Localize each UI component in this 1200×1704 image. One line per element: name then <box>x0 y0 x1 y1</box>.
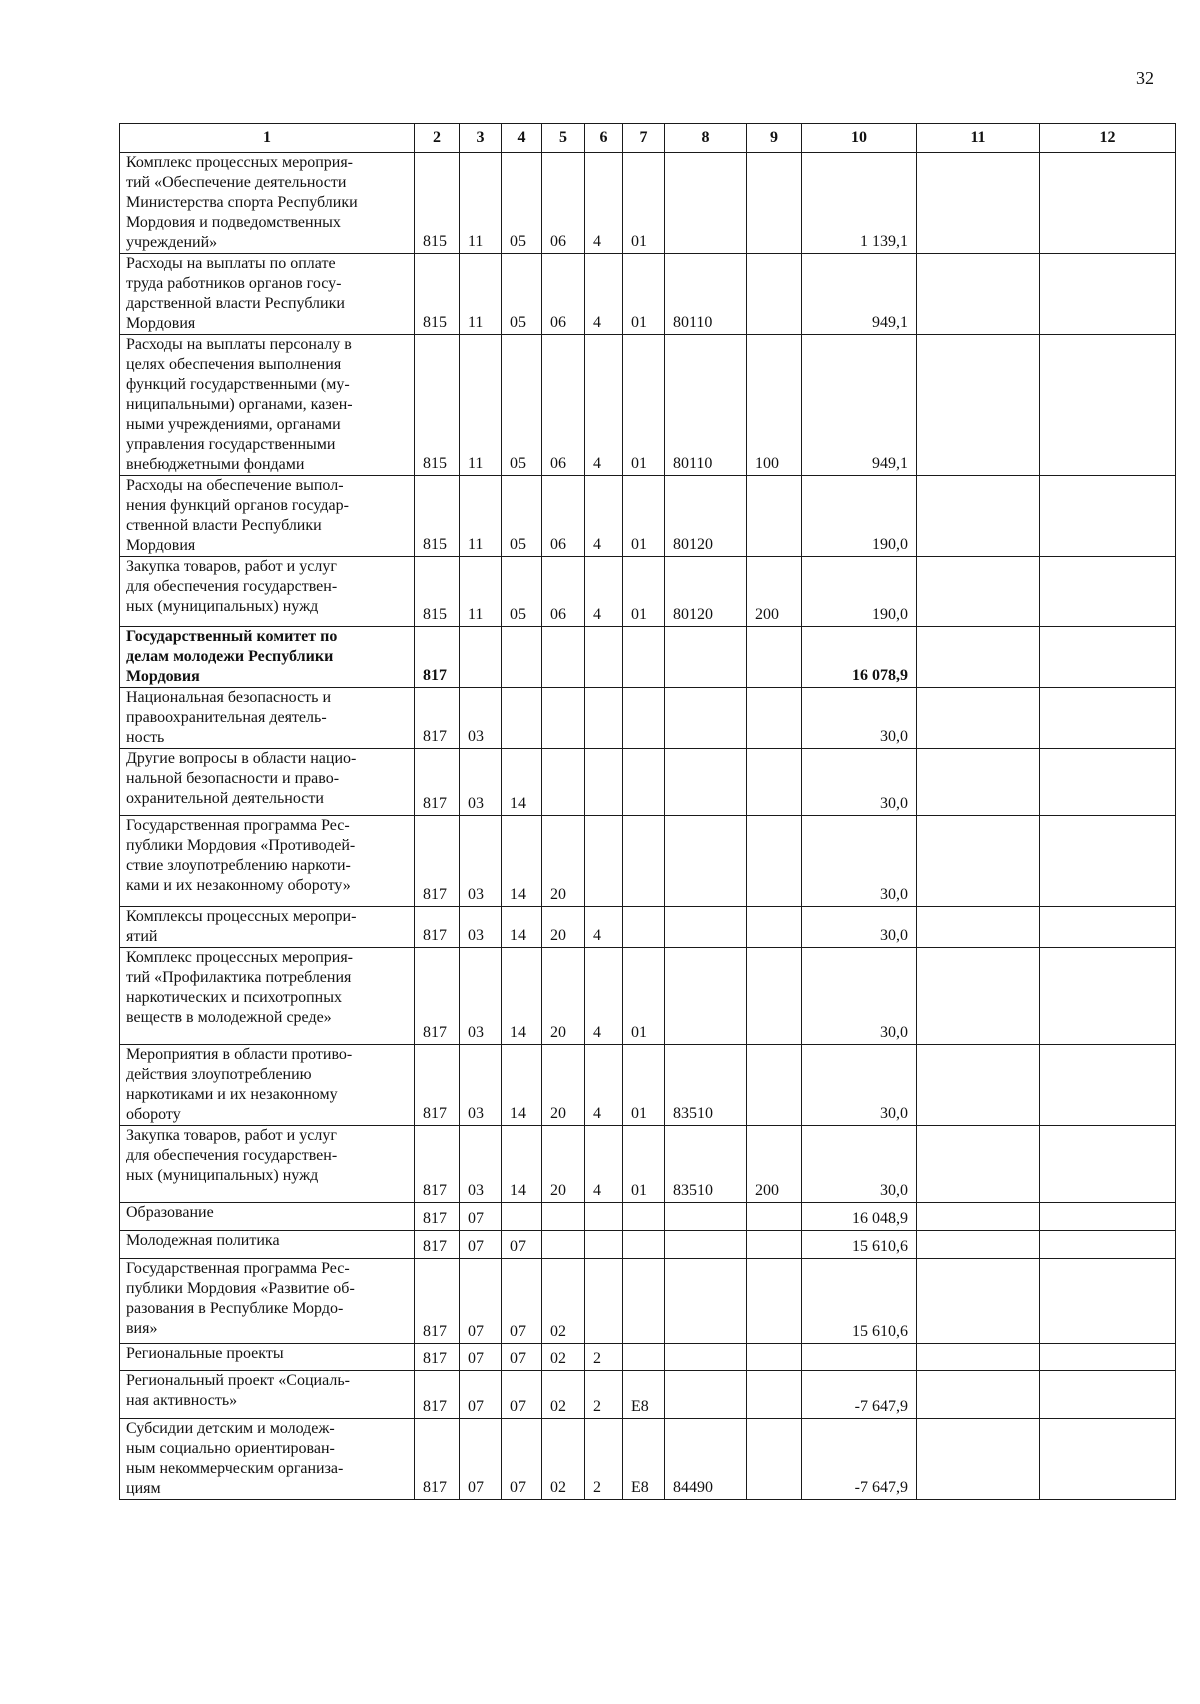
code-subsection: 14 <box>502 816 542 907</box>
item-name: Региональные проекты <box>120 1344 415 1371</box>
code-section: 03 <box>460 1045 502 1126</box>
column-11 <box>917 1259 1040 1344</box>
code-expense-type <box>747 816 802 907</box>
code-event: E8 <box>623 1371 665 1419</box>
page-number: 32 <box>1136 68 1154 88</box>
code-subsection: 14 <box>502 1045 542 1126</box>
column-12 <box>1040 948 1176 1045</box>
code-subsection: 05 <box>502 153 542 254</box>
column-12 <box>1040 688 1176 749</box>
code-event: 01 <box>623 476 665 557</box>
table-row <box>120 1203 1176 1231</box>
column-12 <box>1040 1045 1176 1126</box>
item-name: Расходы на выплаты по оплате труда работников органов госу- дарственной власти Республики Мордовия <box>120 254 415 335</box>
column-11 <box>917 1419 1040 1500</box>
item-name: Региональный проект «Социаль- ная активность» <box>120 1371 415 1419</box>
code-program: 02 <box>542 1419 585 1500</box>
amount: 30,0 <box>802 1126 917 1203</box>
code-event: 01 <box>623 557 665 627</box>
code-event: 01 <box>623 1126 665 1203</box>
code-event <box>623 627 665 688</box>
table-row <box>120 557 1176 627</box>
code-ministry: 817 <box>415 907 460 948</box>
code-direction <box>665 948 747 1045</box>
column-12 <box>1040 907 1176 948</box>
code-subprogram: 4 <box>585 153 623 254</box>
column-12 <box>1040 1371 1176 1419</box>
code-subsection: 14 <box>502 948 542 1045</box>
code-subprogram: 4 <box>585 907 623 948</box>
code-program: 06 <box>542 153 585 254</box>
code-subprogram: 4 <box>585 335 623 476</box>
code-expense-type <box>747 907 802 948</box>
code-expense-type <box>747 476 802 557</box>
code-subsection: 14 <box>502 907 542 948</box>
code-subsection <box>502 1203 542 1231</box>
amount: 949,1 <box>802 254 917 335</box>
code-section: 11 <box>460 254 502 335</box>
column-11 <box>917 627 1040 688</box>
column-header-10: 10 <box>802 124 917 153</box>
code-event <box>623 1344 665 1371</box>
item-name: Другие вопросы в области нацио- нальной безопасности и право- охранительной деятельности <box>120 749 415 816</box>
code-expense-type <box>747 948 802 1045</box>
code-ministry: 815 <box>415 335 460 476</box>
budget-table <box>119 123 1176 1500</box>
item-name: Молодежная политика <box>120 1231 415 1259</box>
code-expense-type <box>747 1259 802 1344</box>
code-subprogram: 4 <box>585 1126 623 1203</box>
code-subprogram <box>585 1231 623 1259</box>
column-11 <box>917 153 1040 254</box>
column-12 <box>1040 153 1176 254</box>
column-11 <box>917 557 1040 627</box>
code-subprogram: 2 <box>585 1344 623 1371</box>
column-11 <box>917 1231 1040 1259</box>
table-row <box>120 1231 1176 1259</box>
code-ministry: 817 <box>415 1231 460 1259</box>
code-ministry: 815 <box>415 557 460 627</box>
column-11 <box>917 948 1040 1045</box>
code-section: 03 <box>460 948 502 1045</box>
code-event: 01 <box>623 153 665 254</box>
column-11 <box>917 1203 1040 1231</box>
column-header-3: 3 <box>460 124 502 153</box>
code-subsection: 07 <box>502 1259 542 1344</box>
column-12 <box>1040 476 1176 557</box>
item-name: Государственная программа Рес- публики Мордовия «Противодей- ствие злоупотреблению наркоти- ками и их незаконному обороту» <box>120 816 415 907</box>
code-section: 11 <box>460 153 502 254</box>
code-section: 03 <box>460 907 502 948</box>
table-row <box>120 1344 1176 1371</box>
code-direction: 80110 <box>665 254 747 335</box>
table-row <box>120 627 1176 688</box>
code-ministry: 817 <box>415 816 460 907</box>
code-expense-type: 100 <box>747 335 802 476</box>
amount: 30,0 <box>802 948 917 1045</box>
code-direction <box>665 1231 747 1259</box>
column-12 <box>1040 1419 1176 1500</box>
code-ministry: 817 <box>415 1259 460 1344</box>
code-subprogram <box>585 1203 623 1231</box>
column-header-5: 5 <box>542 124 585 153</box>
item-name: Образование <box>120 1203 415 1231</box>
code-expense-type <box>747 1371 802 1419</box>
code-event: 01 <box>623 335 665 476</box>
code-direction <box>665 1259 747 1344</box>
code-event <box>623 688 665 749</box>
column-12 <box>1040 335 1176 476</box>
code-subsection: 07 <box>502 1231 542 1259</box>
code-direction <box>665 749 747 816</box>
code-event: E8 <box>623 1419 665 1500</box>
column-12 <box>1040 1259 1176 1344</box>
code-subprogram <box>585 749 623 816</box>
code-program <box>542 627 585 688</box>
code-program: 20 <box>542 948 585 1045</box>
amount: 15 610,6 <box>802 1231 917 1259</box>
code-program: 20 <box>542 816 585 907</box>
column-header-11: 11 <box>917 124 1040 153</box>
table-row <box>120 1259 1176 1344</box>
code-direction <box>665 1344 747 1371</box>
amount: -7 647,9 <box>802 1419 917 1500</box>
column-11 <box>917 1344 1040 1371</box>
table-row <box>120 948 1176 1045</box>
code-ministry: 817 <box>415 627 460 688</box>
code-section: 07 <box>460 1344 502 1371</box>
code-direction <box>665 627 747 688</box>
item-name: Национальная безопасность и правоохранительная деятель- ность <box>120 688 415 749</box>
table-row <box>120 1126 1176 1203</box>
code-direction: 83510 <box>665 1045 747 1126</box>
item-name: Комплексы процессных меропри- ятий <box>120 907 415 948</box>
amount: 30,0 <box>802 688 917 749</box>
code-direction <box>665 816 747 907</box>
code-direction: 83510 <box>665 1126 747 1203</box>
code-subprogram <box>585 688 623 749</box>
code-ministry: 817 <box>415 688 460 749</box>
code-program: 20 <box>542 1126 585 1203</box>
code-subprogram <box>585 816 623 907</box>
column-11 <box>917 907 1040 948</box>
code-subsection <box>502 688 542 749</box>
amount: 30,0 <box>802 816 917 907</box>
code-expense-type: 200 <box>747 1126 802 1203</box>
column-header-12: 12 <box>1040 124 1176 153</box>
code-event <box>623 1231 665 1259</box>
column-12 <box>1040 1231 1176 1259</box>
code-section: 07 <box>460 1371 502 1419</box>
column-11 <box>917 1045 1040 1126</box>
code-subsection: 05 <box>502 476 542 557</box>
code-section: 03 <box>460 816 502 907</box>
column-11 <box>917 688 1040 749</box>
code-ministry: 817 <box>415 1126 460 1203</box>
code-section: 03 <box>460 749 502 816</box>
table-row <box>120 476 1176 557</box>
column-11 <box>917 816 1040 907</box>
column-11 <box>917 749 1040 816</box>
code-ministry: 815 <box>415 254 460 335</box>
code-expense-type <box>747 153 802 254</box>
item-name: Государственная программа Рес- публики Мордовия «Развитие об- разования в Республике Мордо- вия» <box>120 1259 415 1344</box>
code-subprogram: 2 <box>585 1371 623 1419</box>
code-program <box>542 749 585 816</box>
amount: 30,0 <box>802 749 917 816</box>
code-event <box>623 749 665 816</box>
amount: 16 078,9 <box>802 627 917 688</box>
code-program: 06 <box>542 335 585 476</box>
column-12 <box>1040 1344 1176 1371</box>
code-program <box>542 688 585 749</box>
amount: 949,1 <box>802 335 917 476</box>
code-section: 07 <box>460 1419 502 1500</box>
code-program: 06 <box>542 476 585 557</box>
code-subprogram: 4 <box>585 476 623 557</box>
table-row <box>120 1371 1176 1419</box>
code-section: 11 <box>460 335 502 476</box>
code-ministry: 817 <box>415 1344 460 1371</box>
table-row <box>120 1045 1176 1126</box>
code-subsection <box>502 627 542 688</box>
code-subprogram: 4 <box>585 254 623 335</box>
code-event <box>623 907 665 948</box>
code-ministry: 815 <box>415 476 460 557</box>
amount: 190,0 <box>802 476 917 557</box>
amount <box>802 1344 917 1371</box>
amount: 1 139,1 <box>802 153 917 254</box>
code-section: 11 <box>460 476 502 557</box>
code-ministry: 815 <box>415 153 460 254</box>
item-name: Мероприятия в области противо- действия злоупотреблению наркотиками и их незаконному обороту <box>120 1045 415 1126</box>
table-row <box>120 688 1176 749</box>
item-name: Закупка товаров, работ и услуг для обеспечения государствен- ных (муниципальных) нужд <box>120 1126 415 1203</box>
code-direction: 80110 <box>665 335 747 476</box>
column-12 <box>1040 816 1176 907</box>
code-subprogram <box>585 1259 623 1344</box>
code-program: 06 <box>542 557 585 627</box>
code-subprogram <box>585 627 623 688</box>
code-direction <box>665 688 747 749</box>
code-ministry: 817 <box>415 1419 460 1500</box>
item-name: Расходы на обеспечение выпол- нения функций органов государ- ственной власти Республики Мордовия <box>120 476 415 557</box>
item-name: Комплекс процессных мероприя- тий «Обеспечение деятельности Министерства спорта Республики Мордовия и подведомственных учреждений» <box>120 153 415 254</box>
item-name: Расходы на выплаты персоналу в целях обеспечения выполнения функций государственными (му- ниципальными) органами, казен- ными учреждениями, органами управления государственными внебюджетными фондами <box>120 335 415 476</box>
code-section: 03 <box>460 688 502 749</box>
code-program <box>542 1203 585 1231</box>
table-header-row <box>120 124 1176 153</box>
code-expense-type <box>747 1045 802 1126</box>
amount: 16 048,9 <box>802 1203 917 1231</box>
code-program: 02 <box>542 1259 585 1344</box>
column-11 <box>917 335 1040 476</box>
code-section: 07 <box>460 1203 502 1231</box>
code-expense-type <box>747 627 802 688</box>
table-row <box>120 907 1176 948</box>
code-ministry: 817 <box>415 1045 460 1126</box>
column-header-7: 7 <box>623 124 665 153</box>
code-direction <box>665 907 747 948</box>
code-event <box>623 1203 665 1231</box>
column-11 <box>917 476 1040 557</box>
code-subsection: 05 <box>502 557 542 627</box>
code-direction: 84490 <box>665 1419 747 1500</box>
code-program: 20 <box>542 907 585 948</box>
column-12 <box>1040 557 1176 627</box>
code-expense-type <box>747 1231 802 1259</box>
code-subsection: 14 <box>502 749 542 816</box>
code-event <box>623 816 665 907</box>
code-subsection: 07 <box>502 1419 542 1500</box>
code-event: 01 <box>623 948 665 1045</box>
code-event: 01 <box>623 1045 665 1126</box>
table-row <box>120 749 1176 816</box>
item-name: Субсидии детским и молодеж- ным социально ориентирован- ным некоммерческим организа- циям <box>120 1419 415 1500</box>
code-expense-type <box>747 254 802 335</box>
amount: 15 610,6 <box>802 1259 917 1344</box>
column-header-2: 2 <box>415 124 460 153</box>
column-header-4: 4 <box>502 124 542 153</box>
code-section: 11 <box>460 557 502 627</box>
item-name: Государственный комитет по делам молодежи Республики Мордовия <box>120 627 415 688</box>
code-program: 02 <box>542 1371 585 1419</box>
column-11 <box>917 1126 1040 1203</box>
code-program: 06 <box>542 254 585 335</box>
column-11 <box>917 254 1040 335</box>
code-program: 20 <box>542 1045 585 1126</box>
column-header-6: 6 <box>585 124 623 153</box>
code-section: 03 <box>460 1126 502 1203</box>
code-program <box>542 1231 585 1259</box>
code-subprogram: 2 <box>585 1419 623 1500</box>
table-body <box>120 153 1176 1500</box>
code-expense-type <box>747 1419 802 1500</box>
code-subprogram: 4 <box>585 1045 623 1126</box>
amount: 30,0 <box>802 1045 917 1126</box>
code-section: 07 <box>460 1231 502 1259</box>
code-subsection: 05 <box>502 254 542 335</box>
column-12 <box>1040 1126 1176 1203</box>
table-row <box>120 153 1176 254</box>
column-11 <box>917 1371 1040 1419</box>
code-direction <box>665 153 747 254</box>
code-section <box>460 627 502 688</box>
amount: 30,0 <box>802 907 917 948</box>
table-row <box>120 335 1176 476</box>
code-expense-type: 200 <box>747 557 802 627</box>
column-12 <box>1040 254 1176 335</box>
item-name: Закупка товаров, работ и услуг для обеспечения государствен- ных (муниципальных) нужд <box>120 557 415 627</box>
code-direction: 80120 <box>665 557 747 627</box>
code-direction <box>665 1203 747 1231</box>
code-subsection: 05 <box>502 335 542 476</box>
code-ministry: 817 <box>415 948 460 1045</box>
amount: 190,0 <box>802 557 917 627</box>
code-ministry: 817 <box>415 1203 460 1231</box>
item-name: Комплекс процессных мероприя- тий «Профилактика потребления наркотических и психотропных веществ в молодежной среде» <box>120 948 415 1045</box>
code-subprogram: 4 <box>585 557 623 627</box>
code-expense-type <box>747 1344 802 1371</box>
table-row <box>120 254 1176 335</box>
column-12 <box>1040 1203 1176 1231</box>
code-expense-type <box>747 688 802 749</box>
column-header-1: 1 <box>120 124 415 153</box>
code-ministry: 817 <box>415 1371 460 1419</box>
code-expense-type <box>747 1203 802 1231</box>
table-row <box>120 816 1176 907</box>
code-event: 01 <box>623 254 665 335</box>
column-header-9: 9 <box>747 124 802 153</box>
code-direction: 80120 <box>665 476 747 557</box>
code-subprogram: 4 <box>585 948 623 1045</box>
code-section: 07 <box>460 1259 502 1344</box>
column-header-8: 8 <box>665 124 747 153</box>
code-ministry: 817 <box>415 749 460 816</box>
code-program: 02 <box>542 1344 585 1371</box>
code-subsection: 07 <box>502 1371 542 1419</box>
table-row <box>120 1419 1176 1500</box>
amount: -7 647,9 <box>802 1371 917 1419</box>
column-12 <box>1040 749 1176 816</box>
code-direction <box>665 1371 747 1419</box>
code-expense-type <box>747 749 802 816</box>
code-subsection: 14 <box>502 1126 542 1203</box>
column-12 <box>1040 627 1176 688</box>
code-event <box>623 1259 665 1344</box>
code-subsection: 07 <box>502 1344 542 1371</box>
